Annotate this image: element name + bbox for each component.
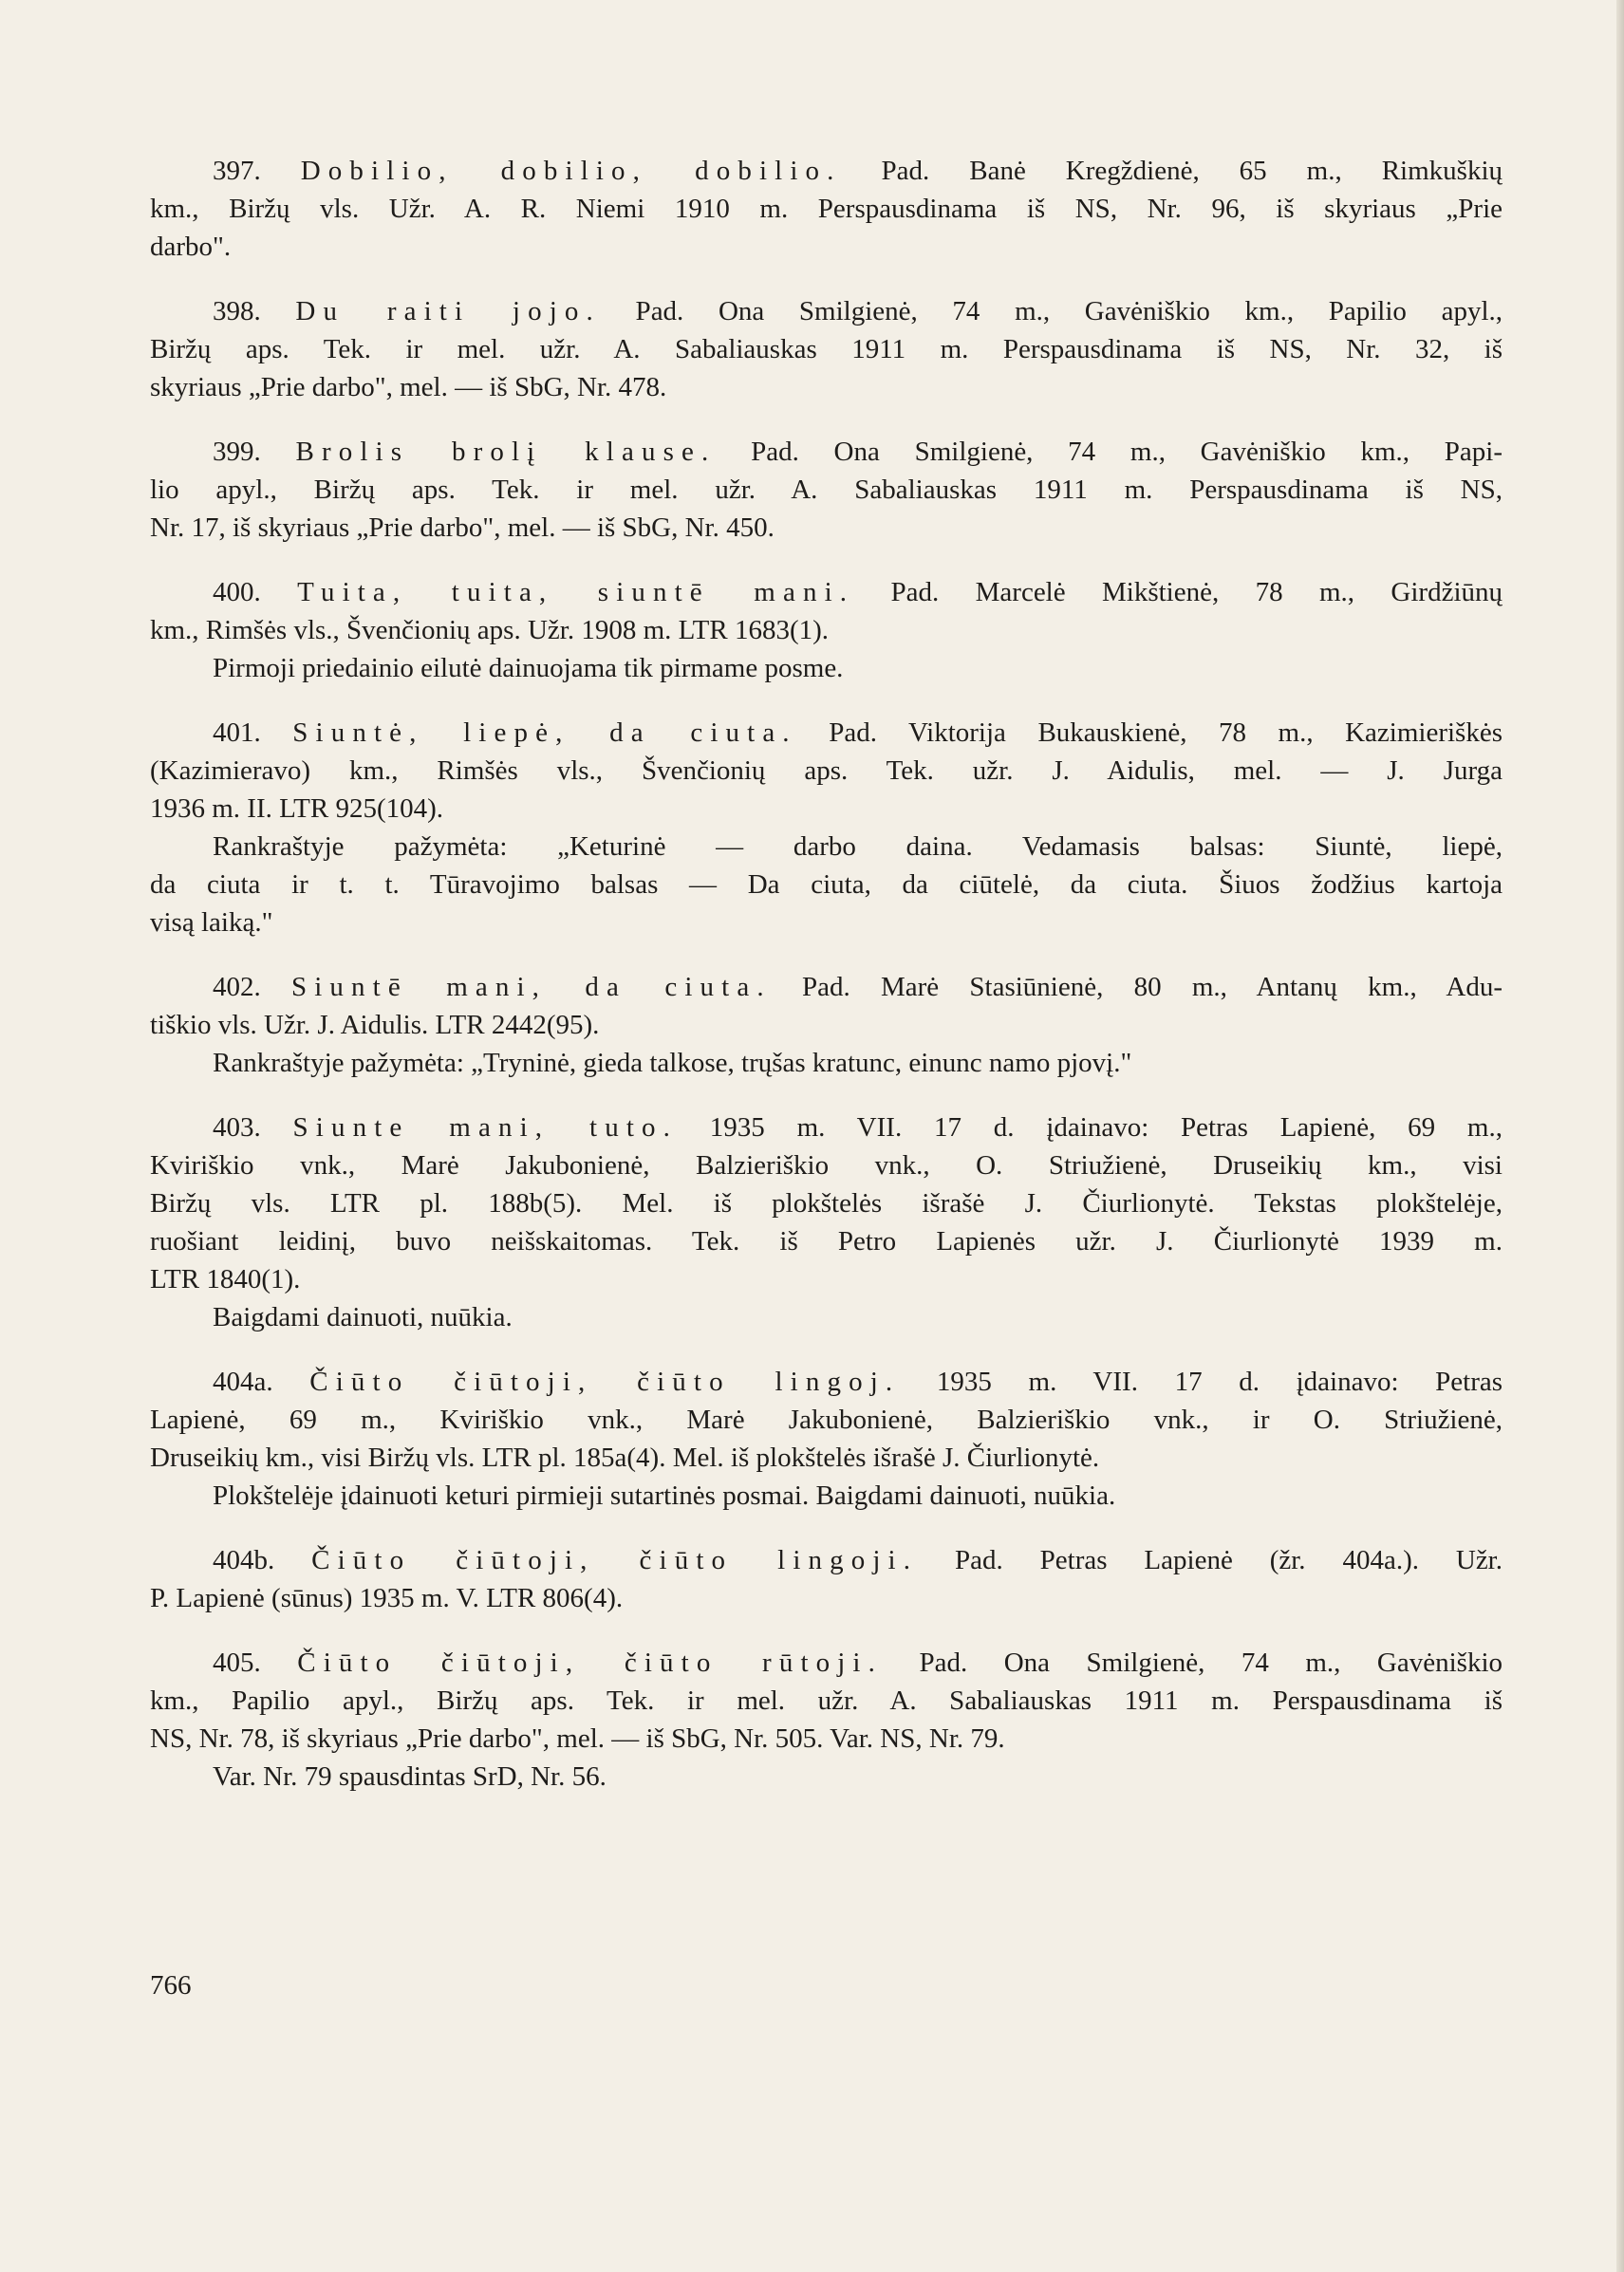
entry-line — [150, 292, 1503, 330]
entry-line: Pirmoji priedainio eilutė dainuojama tik pirmame posme. — [213, 653, 844, 683]
entry-line — [150, 714, 1503, 752]
entry-details: Pad. Ona Smilgienė, 74 m., Gavėniškio — [882, 1648, 1503, 1678]
entry-number: 404b. — [213, 1545, 312, 1575]
entry-details: Pad. Ona Smilgienė, 74 m., Gavėniškio km., Papilio apyl., — [600, 296, 1503, 326]
entry-line: tiškio vls. Užr. J. Aidulis. LTR 2442(95). — [150, 1010, 600, 1040]
entry-line — [150, 152, 1503, 190]
entry-line: Rankraštyje pažymėta: „Keturinė — darbo daina. Vedamasis balsas: Siuntė, liepė, — [213, 831, 1503, 862]
song-title: Du raiti jojo. — [295, 296, 601, 326]
entry-number: 398. — [213, 296, 296, 326]
entry-line: da ciuta ir t. t. Tūravojimo balsas — Da ciuta, da ciūtelė, da ciuta. Šiuos žodžius kartoja — [150, 869, 1503, 900]
entry-line: Var. Nr. 79 spausdintas SrD, Nr. 56. — [213, 1761, 607, 1792]
song-title: Siuntē mani, da ciuta. — [291, 972, 772, 1002]
entry-line: visą laiką." — [150, 907, 273, 938]
entry-e405 — [150, 1644, 1503, 1796]
song-title: Siuntė, liepė, da ciuta. — [292, 717, 797, 748]
entry-e400 — [150, 573, 1503, 687]
song-title: Brolis brolį klause. — [295, 437, 717, 467]
entry-e398 — [150, 292, 1503, 406]
entry-line: Plokštelėje įdainuoti keturi pirmieji sutartinės posmai. Baigdami dainuoti, nuūkia. — [213, 1481, 1116, 1511]
page-number: 766 — [150, 1970, 192, 2001]
entry-line — [150, 573, 1503, 611]
song-title: Čiūto čiūtoji, čiūto rūtoji. — [297, 1648, 883, 1678]
entry-line — [150, 1644, 1503, 1682]
entry-line: Biržų vls. LTR pl. 188b(5). Mel. iš plokštelės išrašė J. Čiurlionytė. Tekstas plokštelėje, — [150, 1188, 1503, 1219]
entry-line: (Kazimieravo) km., Rimšės vls., Švenčionių aps. Tek. užr. J. Aidulis, mel. — J. Jurga — [150, 755, 1503, 786]
entry-details: 1935 m. VII. 17 d. įdainavo: Petras — [900, 1367, 1503, 1397]
entry-e404a — [150, 1363, 1503, 1515]
entry-line: Druseikių km., visi Biržų vls. LTR pl. 185a(4). Mel. iš plokštelės išrašė J. Čiurlionytė. — [150, 1443, 1100, 1473]
entry-line: km., Biržų vls. Užr. A. R. Niemi 1910 m. Perspausdinama iš NS, Nr. 96, iš skyriaus „Prie — [150, 194, 1503, 224]
entry-line — [150, 968, 1503, 1006]
entry-line: Nr. 17, iš skyriaus „Prie darbo", mel. — iš SbG, Nr. 450. — [150, 512, 775, 543]
entry-details: Pad. Marcelė Mikštienė, 78 m., Girdžiūnų — [854, 577, 1503, 607]
entry-line: Biržų aps. Tek. ir mel. užr. A. Sabaliauskas 1911 m. Perspausdinama iš NS, Nr. 32, iš — [150, 334, 1503, 364]
entry-line: km., Papilio apyl., Biržų aps. Tek. ir mel. užr. A. Sabaliauskas 1911 m. Perspausdinama iš — [150, 1685, 1503, 1716]
entry-number: 404a. — [213, 1367, 310, 1397]
entry-number: 401. — [213, 717, 293, 748]
entry-line: darbo". — [150, 232, 232, 262]
entry-line — [150, 1541, 1503, 1579]
entry-line — [150, 1108, 1503, 1146]
entry-e401 — [150, 714, 1503, 941]
entry-e402 — [150, 968, 1503, 1082]
entry-e399 — [150, 433, 1503, 547]
entry-details: Pad. Banė Kregždienė, 65 m., Rimkuškių — [841, 156, 1503, 186]
entry-details: Pad. Ona Smilgienė, 74 m., Gavėniškio km., Papi- — [716, 437, 1503, 467]
entry-line: P. Lapienė (sūnus) 1935 m. V. LTR 806(4). — [150, 1583, 624, 1613]
entry-line: km., Rimšės vls., Švenčionių aps. Užr. 1908 m. LTR 1683(1). — [150, 615, 830, 645]
entry-number: 402. — [213, 972, 291, 1002]
page-edge — [1616, 0, 1624, 2272]
entry-details: 1935 m. VII. 17 d. įdainavo: Petras Lapienė, 69 m., — [678, 1112, 1503, 1143]
entry-line: Lapienė, 69 m., Kviriškio vnk., Marė Jakubonienė, Balzieriškio vnk., ir O. Striužienė, — [150, 1405, 1503, 1435]
song-title: Čiūto čiūtoji, čiūto lingoji. — [311, 1545, 919, 1575]
entry-e403 — [150, 1108, 1503, 1336]
entry-line — [150, 1363, 1503, 1401]
entry-details: Pad. Viktorija Bukauskienė, 78 m., Kazimieriškės — [796, 717, 1503, 748]
entry-e404b — [150, 1541, 1503, 1617]
entry-line: Kviriškio vnk., Marė Jakubonienė, Balzieriškio vnk., O. Striužienė, Druseikių km., visi — [150, 1150, 1503, 1181]
entry-line: skyriaus „Prie darbo", mel. — iš SbG, Nr. 478. — [150, 372, 667, 402]
entry-line: ruošiant leidinį, buvo neišskaitomas. Tek. iš Petro Lapienės užr. J. Čiurlionytė 1939 m. — [150, 1226, 1503, 1257]
entry-line: Rankraštyje pažymėta: „Tryninė, gieda talkose, trųšas kratunc, einunc namo pjovį." — [213, 1048, 1132, 1078]
entry-number: 405. — [213, 1648, 298, 1678]
entry-line: Baigdami dainuoti, nuūkia. — [213, 1302, 513, 1332]
entry-details: Pad. Petras Lapienė (žr. 404a.). Užr. — [918, 1545, 1503, 1575]
entry-line — [150, 433, 1503, 471]
entry-number: 400. — [213, 577, 298, 607]
entry-line: 1936 m. II. LTR 925(104). — [150, 793, 444, 824]
song-title: Tuita, tuita, siuntē mani. — [297, 577, 855, 607]
entry-number: 403. — [213, 1112, 293, 1143]
entry-e397 — [150, 152, 1503, 266]
entry-number: 399. — [213, 437, 296, 467]
entry-details: Pad. Marė Stasiūnienė, 80 m., Antanų km., Adu- — [771, 972, 1503, 1002]
entry-line: LTR 1840(1). — [150, 1264, 301, 1294]
entry-line: NS, Nr. 78, iš skyriaus „Prie darbo", mel. — iš SbG, Nr. 505. Var. NS, Nr. 79. — [150, 1723, 1005, 1754]
entry-number: 397. — [213, 156, 301, 186]
song-title: Čiūto čiūtoji, čiūto lingoj. — [309, 1367, 901, 1397]
song-title: Dobilio, dobilio, dobilio. — [300, 156, 842, 186]
document-body — [150, 152, 1503, 1822]
entry-line: lio apyl., Biržų aps. Tek. ir mel. užr. A. Sabaliauskas 1911 m. Perspausdinama iš NS, — [150, 475, 1503, 505]
song-title: Siunte mani, tuto. — [292, 1112, 679, 1143]
